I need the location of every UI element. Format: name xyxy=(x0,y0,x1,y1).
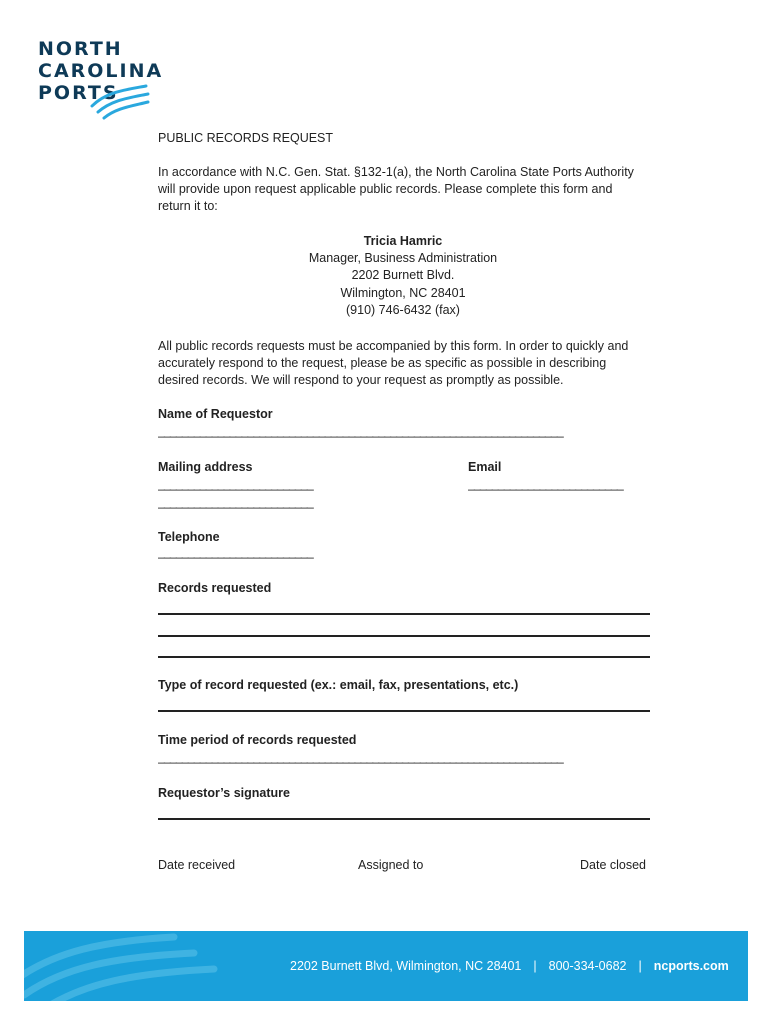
records-line-1[interactable] xyxy=(158,613,650,615)
records-label: Records requested xyxy=(158,581,272,595)
contact-title: Manager, Business Administration xyxy=(308,251,498,265)
time-field[interactable]: ____________________________________________________________________ xyxy=(158,750,563,764)
email-label: Email xyxy=(468,460,502,474)
logo-text-north: NORTH xyxy=(38,38,123,60)
records-line-2[interactable] xyxy=(158,635,650,637)
logo-text-carolina: CAROLINA xyxy=(38,60,164,82)
contact-name: Tricia Hamric xyxy=(363,234,443,248)
contact-street: 2202 Burnett Blvd. xyxy=(351,268,455,282)
wave-logo-icon xyxy=(88,82,150,122)
page-title: PUBLIC RECORDS REQUEST xyxy=(158,131,334,145)
email-field[interactable]: __________________________ xyxy=(468,477,623,491)
signature-line[interactable] xyxy=(158,818,650,820)
mailing-field-line-2[interactable]: __________________________ xyxy=(158,495,313,509)
date-received-label: Date received xyxy=(158,858,236,872)
footer-contact xyxy=(290,959,729,973)
footer-address: 2202 Burnett Blvd, Wilmington, NC 28401 xyxy=(290,959,522,973)
telephone-label: Telephone xyxy=(158,530,220,544)
type-label: Type of record requested (ex.: email, fax, presentations, etc.) xyxy=(158,678,519,692)
contact-city: Wilmington, NC 28401 xyxy=(340,286,466,300)
time-label: Time period of records requested xyxy=(158,733,357,747)
contact-fax: (910) 746-6432 (fax) xyxy=(346,303,460,317)
date-closed-label: Date closed xyxy=(580,858,647,872)
notice-line-1: All public records requests must be accompanied by this form. In order to quickly and xyxy=(158,339,629,353)
mailing-label: Mailing address xyxy=(158,460,253,474)
telephone-field[interactable]: __________________________ xyxy=(158,545,313,559)
footer-banner xyxy=(24,931,748,1001)
footer-wave-icon xyxy=(24,931,224,1001)
signature-label: Requestor’s signature xyxy=(158,786,290,800)
name-field[interactable]: ____________________________________________________________________ xyxy=(158,424,563,438)
logo-text-ports: PORTS xyxy=(38,82,119,104)
footer-website-link[interactable]: ncports.com xyxy=(653,959,729,973)
footer-separator-1: | xyxy=(533,959,537,973)
intro-line-2: will provide upon request applicable public records. Please complete this form and xyxy=(158,182,613,196)
footer-separator-2: | xyxy=(638,959,642,973)
footer-phone[interactable]: 800-334-0682 xyxy=(548,959,627,973)
notice-line-2: accurately respond to the request, please be as specific as possible in describing xyxy=(158,356,607,370)
mailing-field-line-1[interactable]: __________________________ xyxy=(158,477,313,491)
name-label: Name of Requestor xyxy=(158,407,273,421)
notice-line-3: desired records. We will respond to your request as promptly as possible. xyxy=(158,373,564,387)
intro-line-3: return it to: xyxy=(158,199,218,213)
ncports-logo xyxy=(38,38,164,124)
records-line-3[interactable] xyxy=(158,656,650,658)
type-line[interactable] xyxy=(158,710,650,712)
intro-line-1: In accordance with N.C. Gen. Stat. §132-1(a), the North Carolina State Ports Authority xyxy=(158,165,634,179)
assigned-to-label: Assigned to xyxy=(358,858,424,872)
